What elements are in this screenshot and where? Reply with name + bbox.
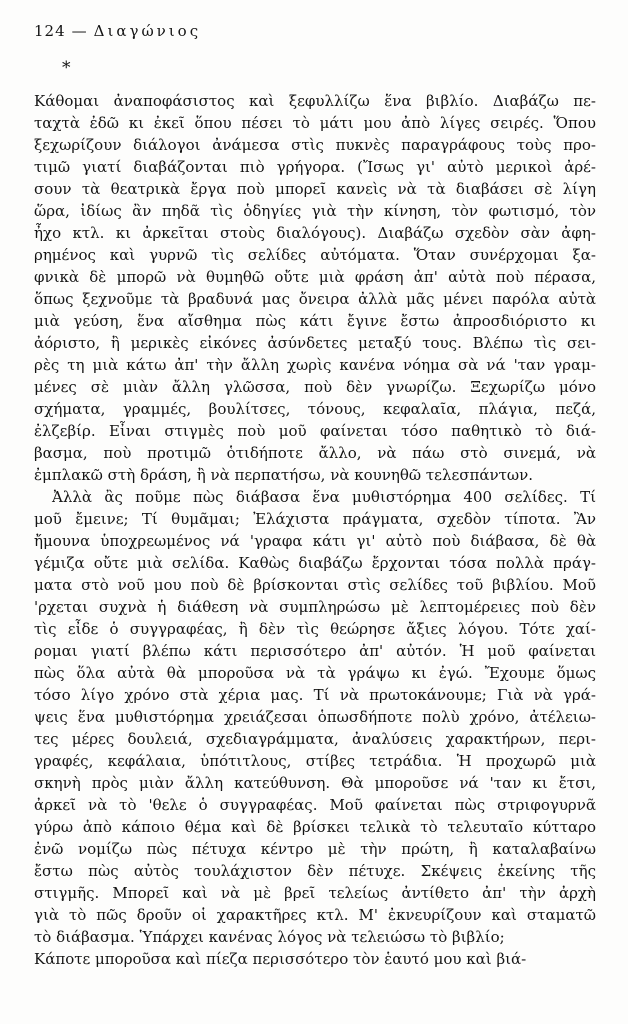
text-line: ρομαι γιατί βλέπω κάτι περισσότερο ἀπ' αὐτόν. Ἡ μοῦ φαίνεται <box>34 642 596 660</box>
text-line: γιὰ τὸ πῶς δροῦν οἱ χαρακτῆρες κτλ. Μ' ἐκνευρίζουν καὶ σταματῶ <box>34 906 596 924</box>
text-line: τόσο λίγο χρόνο στὰ χέρια μας. Τί νὰ πρωτοκάνουμε; Γιὰ νὰ γρά- <box>34 686 596 704</box>
text-line: μιὰ γεύση, ἕνα αἴσθημα πὼς κάτι ἔγινε ἔστω ἀπροσδιόριστο κι <box>34 312 596 330</box>
running-head <box>34 22 201 40</box>
text-line: τὸ διάβασμα. Ὑπάρχει κανένας λόγος νὰ τελειώσω τὸ βιβλίο; <box>34 928 505 946</box>
text-line: ἤμουνα ὑποχρεωμένος νά 'γραφα κάτι γι' αὐτὸ ποὺ διάβασα, δὲ θὰ <box>34 532 596 550</box>
text-line: Ἀλλὰ ἂς ποῦμε πὼς διάβασα ἕνα μυθιστόρημα 400 σελίδες. Τί <box>52 488 596 506</box>
running-title: Διαγώνιος <box>93 22 202 40</box>
text-line: ἔστω πὼς αὐτὸς τουλάχιστον δὲν πέτυχε. Σκέψεις ἐκείνης τῆς <box>34 862 596 880</box>
text-line: πὼς ὅλα αὐτὰ θὰ μποροῦσα νὰ τὰ γράψω κι ἐγώ. Ἔχουμε ὅμως <box>34 664 596 682</box>
text-line: μένες σὲ μιὰν ἄλλη γλῶσσα, ποὺ δὲν γνωρίζω. Ξεχωρίζω μόνο <box>34 378 596 396</box>
text-line: Κάποτε μποροῦσα καὶ πίεζα περισσότερο τὸν ἑαυτό μου καὶ βιά- <box>34 950 527 968</box>
text-line: ξεχωρίζουν διάλογοι ἀνάμεσα στὶς πυκνὲς παραγράφους τοὺς προ- <box>34 136 596 154</box>
text-line: γέμιζα οὔτε μιὰ σελίδα. Καθὼς διαβάζω ἔρχονται τόσα πολλὰ πράγ- <box>34 554 596 572</box>
body-text <box>34 90 596 970</box>
text-line: τὶς εἶδε ὁ συγγραφέας, ἢ δὲν τὶς θεώρησε ἄξιες λόγου. Τότε χαί- <box>34 620 596 638</box>
text-line: γραφές, κεφάλαια, ὑπότιτλους, στίβες τετράδια. Ἡ προχωρῶ μιὰ <box>34 752 596 770</box>
text-line: ὥρα, ἰδίως ἂν πηδᾶ τὶς ὁδηγίες γιὰ τὴν κίνηση, τὸν φωτισμό, τὸν <box>34 202 596 220</box>
text-line: ἀόριστο, ἢ μερικὲς εἰκόνες ἀσύνδετες μεταξύ τους. Βλέπω τὶς σει- <box>34 334 596 352</box>
text-line: ὅπως ξεχνοῦμε τὰ βραδυνά μας ὄνειρα ἀλλὰ μᾶς μένει παρόλα αὐτὰ <box>34 290 596 308</box>
text-line: στιγμῆς. Μπορεῖ καὶ νὰ μὲ βρεῖ τελείως ἀντίθετο ἀπ' τὴν ἀρχὴ <box>34 884 596 902</box>
text-line: 'ρχεται συχνὰ ἡ διάθεση νὰ συμπληρώσω μὲ λεπτομέρειες ποὺ δὲν <box>34 598 596 616</box>
text-line: ἀρκεῖ νὰ τὸ 'θελε ὁ συγγραφέας. Μοῦ φαίνεται πὼς στριφογυρνᾶ <box>34 796 596 814</box>
page-number: 124 <box>34 22 66 40</box>
section-mark: * <box>62 58 71 78</box>
text-line: ἦχο κτλ. κι ἀρκεῖται στοὺς διαλόγους). Διαβάζω σχεδὸν σὰν ἀφη- <box>34 224 596 242</box>
text-line: σκηνὴ πρὸς μιὰν ἄλλη κατεύθυνση. Θὰ μποροῦσε νά 'ταν κι ἔτσι, <box>34 774 596 792</box>
text-line: ψεις ἕνα μυθιστόρημα χρειάζεσαι ὁπωσδήποτε πολὺ χρόνο, ἀτέλειω- <box>34 708 596 726</box>
text-line: βασμα, ποὺ προτιμῶ ὁτιδήποτε ἄλλο, νὰ πάω στὸ σινεμά, νὰ <box>34 444 596 462</box>
text-line: Κάθομαι ἀναποφάσιστος καὶ ξεφυλλίζω ἕνα βιβλίο. Διαβάζω πε- <box>34 92 596 110</box>
text-line: σουν τὰ θεατρικὰ ἔργα ποὺ μπορεῖ κανεὶς νὰ τὰ διαβάσει σὲ λίγη <box>34 180 596 198</box>
header-separator: — <box>71 22 88 40</box>
text-line: τες μέρες δουλειά, σχεδιαγράμματα, ἀναλύσεις χαρακτήρων, περι- <box>34 730 596 748</box>
text-line: ἐμπλακῶ στὴ δράση, ἢ νὰ περπατήσω, νὰ κουνηθῶ τελεσπάντων. <box>34 466 533 484</box>
text-line: σχήματα, γραμμές, βουλίτσες, τόνους, κεφαλαῖα, πλάγια, πεζά, <box>34 400 596 418</box>
text-line: τιμῶ γιατί διαβάζονται πιὸ γρήγορα. (Ἴσως γι' αὐτὸ μερικοὶ ἀρέ- <box>34 158 596 176</box>
text-line: γύρω ἀπὸ κάποιο θέμα καὶ δὲ βρίσκει τελικὰ τὸ τελευταῖο κύτταρο <box>34 818 596 836</box>
text-line: ἐλζεβίρ. Εἶναι στιγμὲς ποὺ μοῦ φαίνεται τόσο παθητικὸ τὸ διά- <box>34 422 596 440</box>
text-line: φνικὰ δὲ μπορῶ νὰ θυμηθῶ οὔτε μιὰ φράση ἀπ' αὐτὰ ποὺ πέρασα, <box>34 268 596 286</box>
text-line: ρὲς τη μιὰ κάτω ἀπ' τὴν ἄλλη χωρὶς κανένα νόημα σὰ νά 'ταν γραμ- <box>34 356 596 374</box>
text-line: μοῦ ἔμεινε; Τί θυμᾶμαι; Ἐλάχιστα πράγματα, σχεδὸν τίποτα. Ἂν <box>34 510 596 528</box>
text-line: ἐνῶ νομίζω πὼς πέτυχα κέντρο μὲ τὴν πρώτη, ἢ καταλαβαίνω <box>34 840 596 858</box>
text-line: ρημένος καὶ γυρνῶ τὶς σελίδες αὐτόματα. Ὅταν συνέρχομαι ξα- <box>34 246 596 264</box>
text-line: ταχτὰ ἐδῶ κι ἐκεῖ ὅπου πέσει τὸ μάτι μου ἀπὸ λίγες σειρές. Ὅπου <box>34 114 596 132</box>
text-line: ματα στὸ νοῦ μου ποὺ δὲ βρίσκονται στὶς σελίδες τοῦ βιβλίου. Μοῦ <box>34 576 596 594</box>
